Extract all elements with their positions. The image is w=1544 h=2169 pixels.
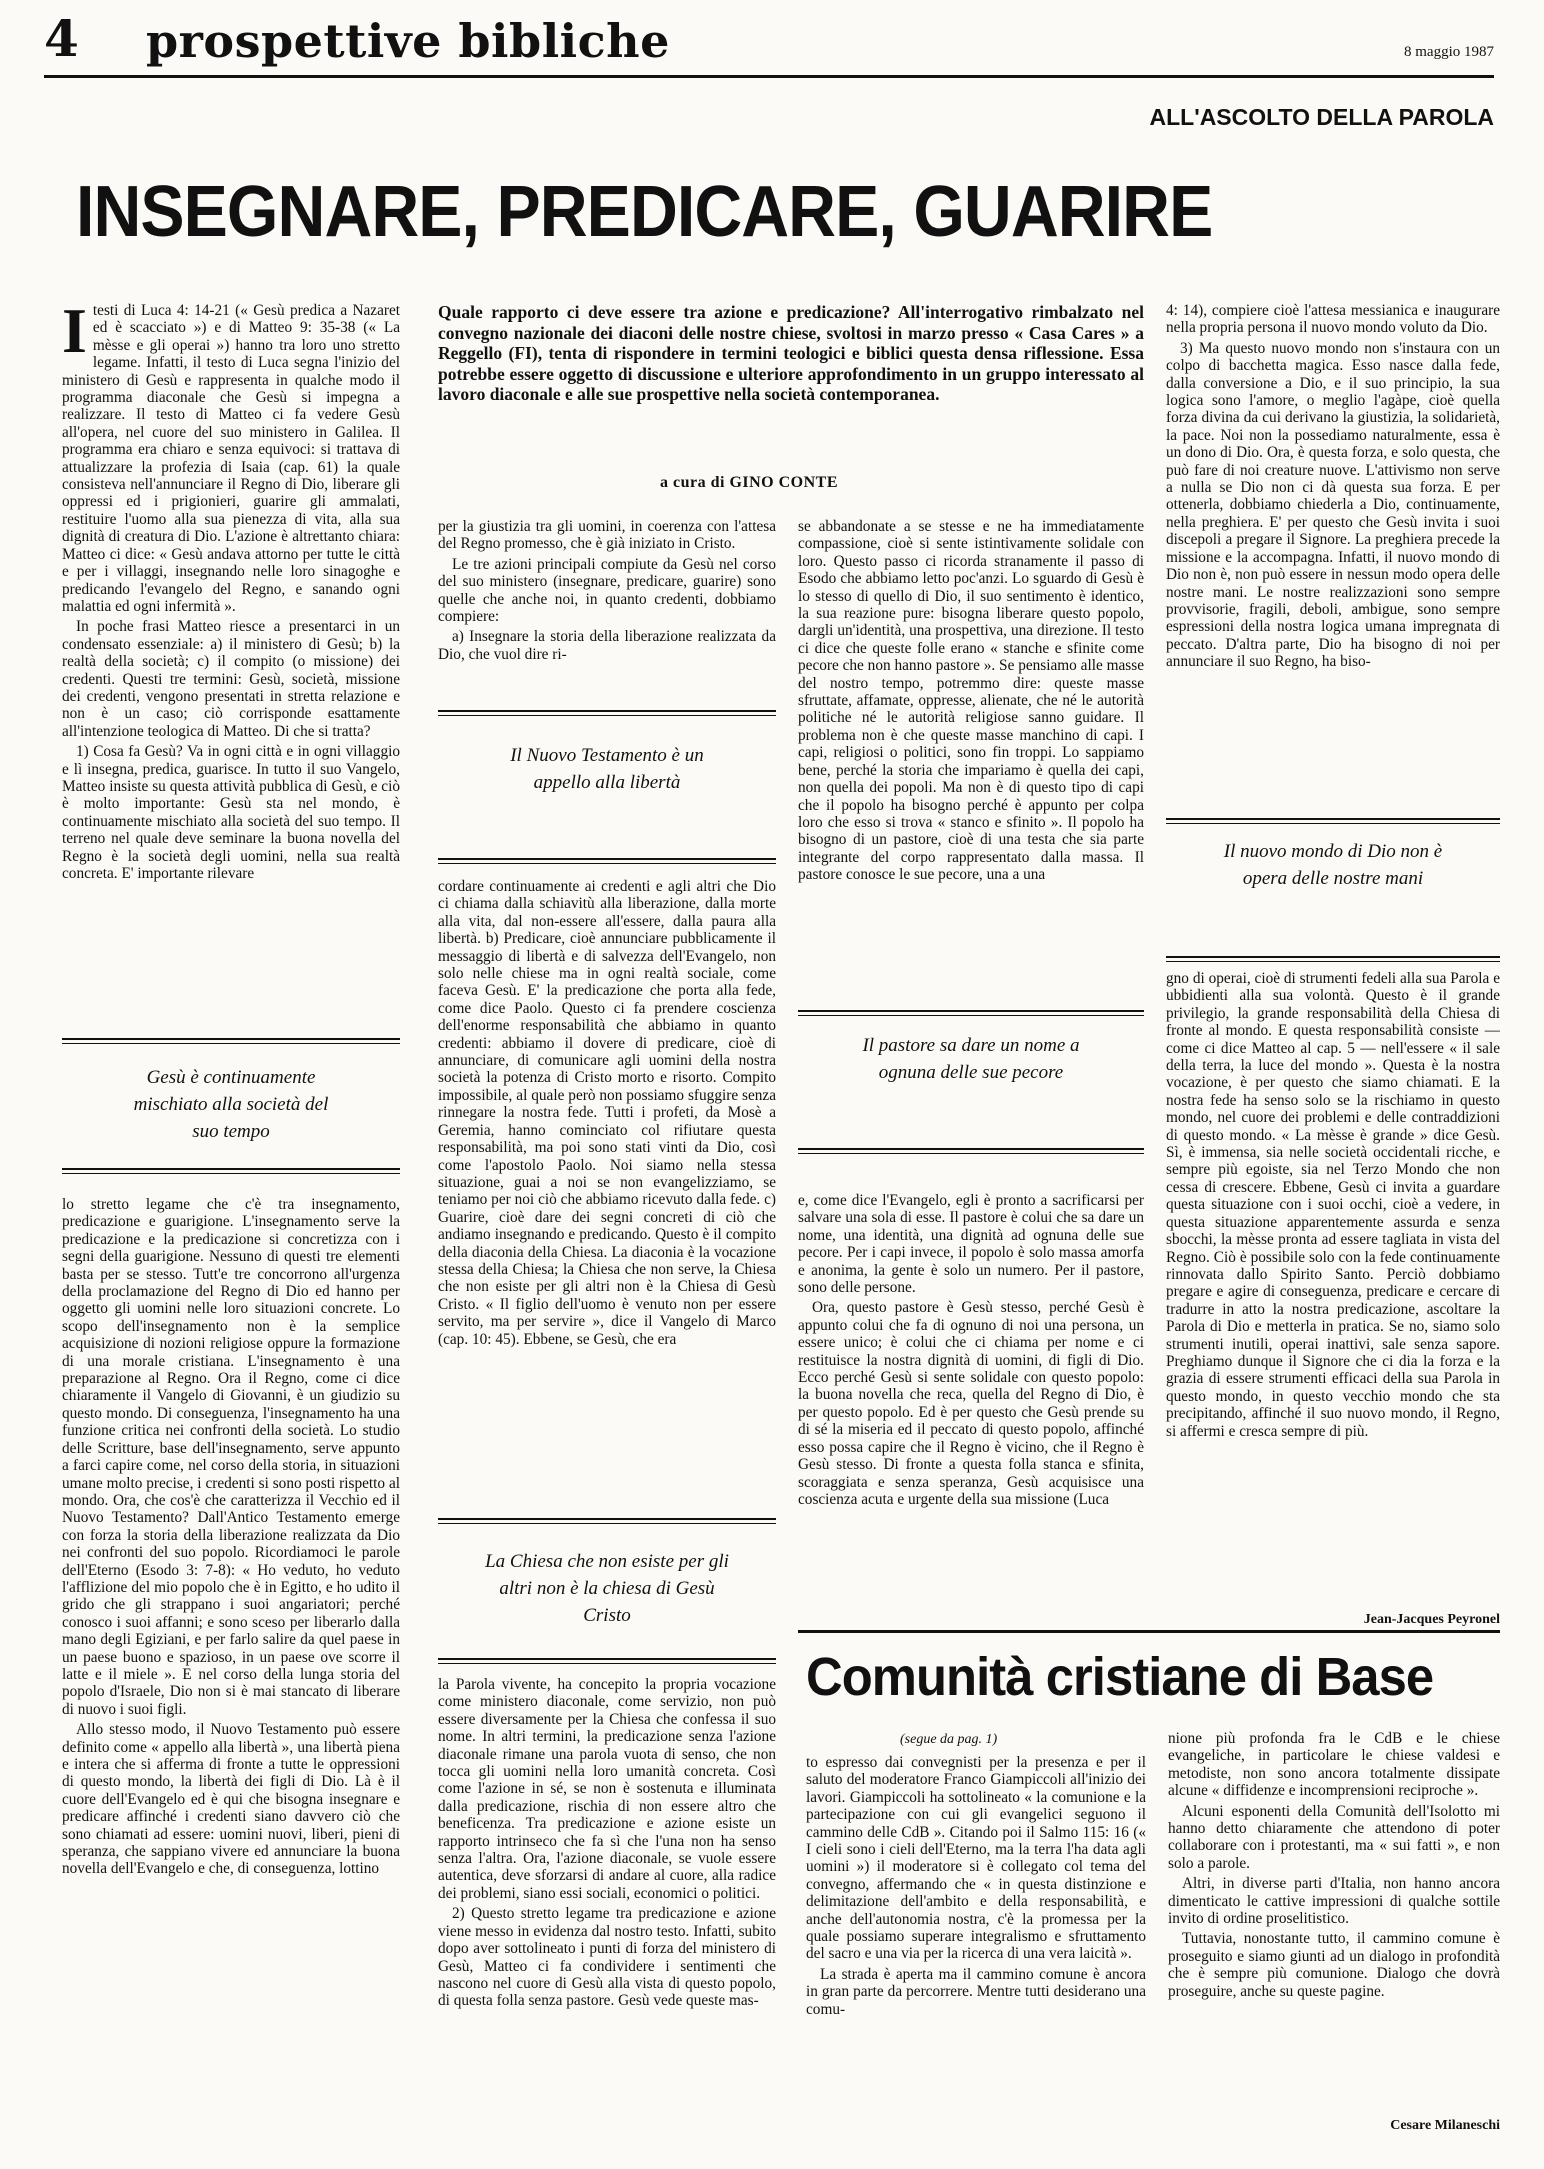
pullquote-text: Il Nuovo Testamento è un appello alla libertà: [510, 745, 704, 793]
sidebar-column-1: [806, 1754, 1146, 2156]
pullquote-1: [62, 1038, 400, 1178]
section-label: ALL'ASCOLTO DELLA PAROLA: [1149, 104, 1494, 130]
article-paragraph: per la giustizia tra gli uomini, in coerenza con l'attesa del Regno promesso, che è già iniziato in Cristo.: [438, 518, 776, 553]
sidebar-title: Comunità cristiane di Base: [806, 1647, 1434, 1707]
article-paragraph: Allo stesso modo, il Nuovo Testamento può essere definito come « appello alla libertà », una libertà piena e intera che si afferma di fronte a tutte le oppressioni di questo mondo, la libertà dei figli di Dio. Là è il cuore dell'Evangelo ed è qui che bisogna insegnare e predicare affinché i credenti siano davvero ciò che sono chiamati ad essere: uomini nuovi, liberi, pieni di speranza, che sappiano vivere ed annunciare la buona novella dell'Evangelo e che, di conseguenza, lottino: [62, 1721, 400, 1878]
headline: INSEGNARE, PREDICARE, GUARIRE: [76, 172, 1213, 252]
article-paragraph: lo stretto legame che c'è tra insegnamento, predicazione e guarigione. L'insegnamento serve la predicazione e la predicazione si concretizza con i segni della guarigione. Nessuno di questi tre elementi basta per se stesso. Tutt'e tre concorrono all'urgenza della proclamazione del Regno di Dio ed hanno per oggetto gli uomini nelle loro situazioni concrete. Lo scopo dell'insegnamento non è la semplice acquisizione di nozioni religiose oppure la formazione di una morale cristiana. L'insegnamento è una preparazione al Regno. Ora il Regno, come ci dice chiaramente il Vangelo di Giovanni, è un giudizio su questo mondo. Di conseguenza, l'insegnamento ha una funzione critica nei confronti della società. Lo studio delle Scritture, base dell'insegnamento, serve appunto a farci capire come, nel corso della storia, in situazioni umane molto precise, i credenti si sono posti rispetto al mondo. Ora, che cos'è che caratterizza il Vecchio ed il Nuovo Testamento? Dall'Antico Testamento emerge con forza la storia della liberazione realizzata da Dio nei confronti del suo popolo. Ricordiamoci le parole dell'Eterno (Esodo 3: 7-8): « Ho veduto, ho veduto l'afflizione del mio popolo che è in Egitto, e ho udito il grido che gli strappano i suoi angariatori; perché conosco i suoi affanni; e sono sceso per liberarlo dalla mano degli Egiziani, e per farlo salire da quel paese in un paese buono e spazioso, in un paese ove scorre il latte e il miele ». E nel corso della lunga storia del popolo d'Israele, Dio non si è mai stancato di liberare di nuovo i suoi figli.: [62, 1196, 400, 1718]
article-paragraph: In poche frasi Matteo riesce a presentarci in un condensato essenziale: a) il ministero di Gesù; b) la realtà della società; c) il compito (o missione) dei credenti. Questi tre termini: Gesù, società, missione dei credenti, vengono presentati in stretta relazione e non è un caso; ciò corrisponde esattamente all'intenzione teologica di Matteo. Di che si tratta?: [62, 618, 400, 740]
intro-text: Quale rapporto ci deve essere tra azione e predicazione? All'interrogativo rimbalzato nel convegno nazionale dei diaconi delle nostre chiese, svoltosi in marzo presso « Casa Cares » a Reggello (FI), tenta di rispondere in termini teologici e biblici questa densa riflessione. Essa potrebbe essere oggetto di discussione e ulteriore approfondimento in un gruppo interessato al lavoro diaconale e alle sue prospettive nella società contemporanea.: [438, 302, 1144, 405]
article-column-3a: [798, 518, 1144, 1004]
article-author: Jean-Jacques Peyronel: [1363, 1612, 1500, 1627]
article-paragraph: 3) Ma questo nuovo mondo non s'instaura con un colpo di bacchetta magica. Esso nasce dalla fede, dalla conversione a Dio, e il suo principio, la sua logica sono l'amore, o meglio l'agàpe, cioè quella forza divina da cui derivano la giustizia, la solidarietà, la pace. Noi non la possediamo naturalmente, essa è un dono di Dio. Ora, è questa forza, e solo questa, che può fare di noi creature nuove. L'attivismo non serve a nulla se Dio non ci dà questa sua forza. E per ottenerla, dobbiamo chiederla a Dio, continuamente, nella preghiera. E' per questo che Gesù invita i suoi discepoli a pregare il Signore. La preghiera precede la missione e la accompagna. Infatti, il nuovo mondo di Dio non è, non può essere in nessun modo opera delle nostre mani. Le nostre realizzazioni sono sempre provvisorie, fragili, deboli, ambigue, sono sempre espressioni della nostra logica umana impregnata di peccato. D'altra parte, Dio ha bisogno di noi per annunciare il suo Regno, ha biso-: [1166, 339, 1500, 671]
article-paragraph: a) Insegnare la storia della liberazione realizzata da Dio, che vuol dire ri-: [438, 628, 776, 663]
article-column-2c: [438, 1676, 776, 2156]
byline: a cura di GINO CONTE: [660, 474, 839, 491]
sidebar-top-rule: [798, 1630, 1500, 1633]
pullquote-4: [438, 1518, 776, 1668]
article-column-1b: [62, 1196, 400, 2156]
article-column-4a: [1166, 302, 1500, 778]
masthead-rule: [44, 75, 1494, 78]
article-column-2a: [438, 518, 776, 708]
sidebar-paragraph: Tuttavia, nonostante tutto, il cammino comune è proseguito e siamo giunti ad un dialogo in profondità che è sempre più comunione. Dialogo che dovrà proseguire, anche su queste pagine.: [1168, 1930, 1500, 2000]
pullquote-text: Il pastore sa dare un nome a ognuna delle sue pecore: [862, 1035, 1080, 1083]
page-number: 4: [44, 9, 79, 68]
article-paragraph: gno di operai, cioè di strumenti fedeli alla sua Parola e ubbidienti alla sua volontà. Questo è il grande privilegio, la grande responsabilità della Chiesa di fronte al mondo. E questa responsabilità consiste — come ci dice Matteo al cap. 5 — nell'essere « il sale della terra, la luce del mondo ». Questa è la nostra vocazione, è per questo che siamo chiamati. E la nostra fede ha senso solo se la rischiamo in questo mondo, nel cuore dei problemi e delle contraddizioni di questo mondo. « La mèsse è grande » dice Gesù. Sì, è immensa, sia nelle società occidentali ricche, e sempre più egoiste, sia nel Terzo Mondo che non cessa di crescere. Ebbene, Gesù ci invita a guardare questa situazione con i suoi occhi, cioè a vedere, in questa situazione apparentemente assurda e senza sbocchi, la mèsse pronta ad essere tagliata in vista del Regno. Ciò è possibile solo con la fede continuamente rinnovata dallo Spirito Santo. Perciò dobbiamo pregare e agire di conseguenza, predicare e cercare di tradurre in atto la nostra predicazione, ascoltare la Parola di Dio e metterla in pratica. Se no, siamo solo strumenti inutili, operai inattivi, sale senza sapore. Preghiamo dunque il Signore che ci dia la forza e la grazia di essere strumenti efficaci della sua Parola in questo mondo, in questo vecchio mondo che sta precipitando, affinché il suo nuovo mondo, il Regno, si affermi e cresca sempre di più.: [1166, 970, 1500, 1440]
pullquote-5: [1166, 818, 1500, 968]
pullquote-3: [798, 1010, 1144, 1160]
masthead-title: prospettive bibliche: [146, 14, 670, 68]
article-paragraph: 1) Cosa fa Gesù? Va in ogni città e in ogni villaggio e lì insegna, predica, guarisce. In tutto il suo Vangelo, Matteo insiste su questa attività pubblica di Gesù, e ciò è molto importante: Gesù sta nel mondo, è continuamente mischiato alla società del suo tempo. Il terreno nel quale deve seminare la buona novella del Regno è la società degli uomini, nella sua realtà concreta. E' importante rilevare: [62, 743, 400, 882]
article-paragraph: se abbandonate a se stesse e ne ha immediatamente compassione, cioè si sente istintivamente solidale con loro. Questo passo ci ricorda stranamente il passo di Esodo che abbiamo letto poc'anzi. Lo sguardo di Gesù è lo stesso di quello di Dio, il suo sentimento è identico, la sua reazione pure: bisogna liberare questo popolo, dargli un'identità, una prospettiva, una direzione. Il testo ci dice che queste folle erano « stanche e sfinite come pecore che non hanno pastore ». Se pensiamo alle masse del nostro tempo, potremmo dire: queste masse sfruttate, affamate, oppresse, alienate, che né le autorità politiche né le autorità religiose sanno guidare. Il problema non è che queste masse manchino di capi. I capi, religiosi o politici, sono fin troppi. Lo sappiamo bene, perché la storia che impariamo è quella dei capi, non quella dei popoli. Ma non è di questo tipo di capi che il popolo ha bisogno perché è appunto per colpa loro che esso si trova « stanco e sfinito ». Il popolo ha bisogno di un pastore, cioè di una testa che sia parte integrante del corpo rappresentato dalla massa. Il pastore conosce le sue pecore, una a una: [798, 518, 1144, 884]
sidebar-paragraph: La strada è aperta ma il cammino comune è ancora in gran parte da percorrere. Mentre tutti desiderano una comu-: [806, 1965, 1146, 2018]
article-paragraph: 2) Questo stretto legame tra predicazione e azione viene messo in evidenza dal nostro testo. Infatti, subito dopo aver sottolineato i punti di forza del ministero di Gesù, Matteo ci fa condividere i sentimenti che nascono nel cuore di Gesù alla vista di questo popolo, di questa folla senza pastore. Gesù vede queste mas-: [438, 1905, 776, 2010]
article-paragraph: e, come dice l'Evangelo, egli è pronto a sacrificarsi per salvare una sola di esse. Il pastore è colui che sa dare un nome, una identità, una dignità ad ognuna delle sue pecore. Per i capi invece, il popolo è solo massa amorfa e anonima, la gente è solo un numero. Per il pastore, sono delle persone.: [798, 1192, 1144, 1297]
article-paragraph: 4: 14), compiere cioè l'attesa messianica e inaugurare nella propria persona il nuovo mondo voluto da Dio.: [1166, 302, 1500, 337]
pullquote-text: Il nuovo mondo di Dio non è opera delle nostre mani: [1223, 841, 1443, 889]
article-paragraph: Ora, questo pastore è Gesù stesso, perché Gesù è appunto colui che fa di ognuno di noi una persona, un essere unico; è colui che ci chiama per nome e ci restituisce la nostra dignità di uomini, di figli di Dio. Ecco perché Gesù si sente solidale con questo popolo: la buona novella che reca, quella del Regno di Dio, è per questo popolo. Ed è per questo che Gesù prende su di sé la miseria ed il peccato di questo popolo, affinché esso possa capire che il Regno è vicino, che il Regno è Gesù stesso. Di fronte a questa folla stanca e sfinita, scoraggiata e senza speranza, Gesù acquisisce una coscienza acuta e urgente della sua missione (Luca: [798, 1299, 1144, 1508]
article-paragraph: Le tre azioni principali compiute da Gesù nel corso del suo ministero (insegnare, predicare, guarire) sono quelle che anche noi, in quanto credenti, dobbiamo compiere:: [438, 555, 776, 626]
article-column-3b: [798, 1192, 1144, 1622]
article-paragraph: testi di Luca 4: 14-21 (« Gesù predica a Nazaret ed è scacciato ») e di Matteo 9: 35-38 (« La mèsse e gli operai ») hanno tra loro uno stretto legame. Infatti, il testo di Luca segna l'inizio del ministero di Gesù e rappresenta in qualche modo il programma diaconale che Gesù si impegna a realizzare. Il testo di Matteo ci fa vedere Gesù all'opera, nel cuore del suo ministero in Galilea. Il programma era chiaro e senza equivoci: si trattava di attualizzare la profezia di Isaia (cap. 61) la quale consisteva nell'annunciare il Regno di Dio, liberare gli oppressi ed i prigionieri, guarire gli ammalati, restituire l'uomo alla sua pienezza di vita, alla sua dignità di creatura di Dio. L'azione è altrettanto chiara: Matteo ci dice: « Gesù andava attorno per tutte le città e per i villaggi, insegnando nelle loro sinagoghe e predicando l'evangelo del Regno, e sanando ogni malattia ed ogni infermità ».: [62, 302, 400, 615]
sidebar-paragraph: to espresso dai convegnisti per la presenza e per il saluto del moderatore Franco Giampiccoli all'inizio dei lavori. Giampiccoli ha sottolineato « la comunione e la partecipazione con cui gli evangelici seguono il cammino delle CdB ». Citando poi il Salmo 115: 16 (« I cieli sono i cieli dell'Eterno, ma la terra l'ha data agli uomini ») il moderatore si è collegato col tema del convegno, affermando che « in questa distinzione e delimitazione dell'ambito e della responsabilità, e anche dell'autonomia nostra, c'è la promessa per la quale possiamo superare integralismo e sfruttamento del sacro e una via per la ricerca di una vera laicità ».: [806, 1754, 1146, 1963]
sidebar-column-2: [1168, 1730, 1500, 2110]
article-column-4b: [1166, 970, 1500, 1610]
pullquote-2: [438, 710, 776, 870]
pullquote-text: Gesù è continuamente mischiato alla società del suo tempo: [133, 1067, 329, 1142]
masthead-date: 8 maggio 1987: [1404, 44, 1494, 60]
sidebar-author: Cesare Milaneschi: [1390, 2118, 1500, 2133]
article-paragraph: cordare continuamente ai credenti e agli altri che Dio ci chiama dalla schiavitù alla liberazione, dalla morte alla vita, dal non-essere all'essere, dalla paura alla libertà. b) Predicare, cioè annunciare pubblicamente il messaggio di libertà e di salvezza dell'Evangelo, non solo nelle chiese ma in ogni realtà sociale, come faceva Gesù. E' la predicazione che porta alla fede, come dice Paolo. Questo ci fa prendere coscienza dell'enorme responsabilità che abbiamo in quanto credenti: abbiamo il dovere di predicare, cioè di annunciare, di comunicare agli uomini della nostra società la potenza di Cristo morto e risorto. Compito impossibile, al quale però non possiamo sfuggire senza rinnegare la nostra fede. Tutti i profeti, da Mosè a Geremia, hanno cominciato col rifiutare questa responsabilità, ma poi sono stati vinti da Dio, così come l'apostolo Paolo. Noi siamo nella stessa situazione, guai a noi se non evangelizziamo, se teniamo per noi ciò che abbiamo ricevuto dalla fede. c) Guarire, cioè dare dei segni concreti di ciò che andiamo insegnando e predicando. Questo è il compito della diaconia della Chiesa. La diaconia è la vocazione stessa della Chiesa; la Chiesa che non serve, la Chiesa che non esiste per gli altri non è la Chiesa di Gesù Cristo. « Il figlio dell'uomo è venuto non per essere servito, ma per servire », dice il Vangelo di Marco (cap. 10: 45). Ebbene, se Gesù, che era: [438, 878, 776, 1348]
article-paragraph: la Parola vivente, ha concepito la propria vocazione come ministero diaconale, come servizio, non può essere diversamente per la Chiesa che confessa il suo nome. In altri termini, la predicazione senza l'azione diaconale rimane una parola vuota di senso, che non tocca gli uomini nella loro umanità concreta. Così come l'azione in sé, se non è sostenuta e illuminata dalla predicazione, rischia di non essere altro che beneficenza. Tra predicazione e azione esiste un rapporto intrinseco che fa sì che l'una non ha senso senza l'altra. Ora, l'azione diaconale, se vuole essere autentica, deve sforzarsi di andare al cuore, alla radice dei problemi, siano essi sociali, economici o politici.: [438, 1676, 776, 1902]
pullquote-text: La Chiesa che non esiste per gli altri non è la chiesa di Gesù Cristo: [485, 1551, 729, 1626]
sidebar-paragraph: Altri, in diverse parti d'Italia, non hanno ancora dimenticato le cattive impressioni di qualche sottile invito di ordine proselitistico.: [1168, 1875, 1500, 1928]
article-column-2b: [438, 878, 776, 1516]
sidebar-paragraph: Alcuni esponenti della Comunità dell'Isolotto mi hanno detto chiaramente che attendono di poter collaborare con i protestanti, ma « sui fatti », e non solo a parole.: [1168, 1802, 1500, 1872]
sidebar-paragraph: nione più profonda fra le CdB e le chiese evangeliche, in particolare le chiese valdesi e metodiste, non sono ancora totalmente dissipate alcune « diffidenze e incomprensioni reciproche ».: [1168, 1730, 1500, 1800]
article-column-1a: I testi di Luca 4: 14-21 (« Gesù predica a Nazaret ed è scacciato ») e di Matteo 9: 35-38 (« La mèsse e gli operai ») hanno tra loro uno stretto legame. Infatti, il testo di Luca segna l'inizio del ministero di Gesù e rappresenta in qualche modo il programma diaconale che Gesù si impegna a realizzare. Il testo di Matteo ci fa vedere Gesù all'opera, nel cuore del suo ministero in Galilea. Il programma era chiaro e senza equivoci: si trattava di attualizzare la profezia di Isaia (cap. 61) la quale consisteva nell'annunciare il Regno di Dio, liberare gli oppressi ed i prigionieri, guarire gli ammalati, restituire l'uomo alla sua pienezza di vita, alla sua dignità di creatura di Dio. L'azione è altrettanto chiara: Matteo ci dice: « Gesù andava attorno per tutte le città e per i villaggi, insegnando nelle loro sinagoghe e predicando l'evangelo del Regno, e sanando ogni malattia ed ogni infermità ». In poche frasi Matteo riesce a presentarci in un condensato essenziale: a) il ministero di Gesù; b) la realtà della società; c) il compito (o missione) dei credenti. Questi tre termini: Gesù, società, missione dei credenti, vengono presentati in stretta relazione e non è un caso; ciò corrisponde esattamente all'intenzione teologica di Matteo. Di che si tratta? 1) Cosa fa Gesù? Va in ogni città e in ogni villaggio e lì insegna, predica, guarisce. In tutto il suo Vangelo, Matteo insiste su questa attività pubblica di Gesù, e ciò è molto importante: Gesù sta nel mondo, è continuamente mischiato alla società del suo tempo. Il terreno nel quale deve seminare la buona novella del Regno è la società degli uomini, nella sua realtà concreta. E' importante rilevare: [62, 302, 400, 882]
sidebar-continued: (segue da pag. 1): [900, 1732, 998, 1747]
